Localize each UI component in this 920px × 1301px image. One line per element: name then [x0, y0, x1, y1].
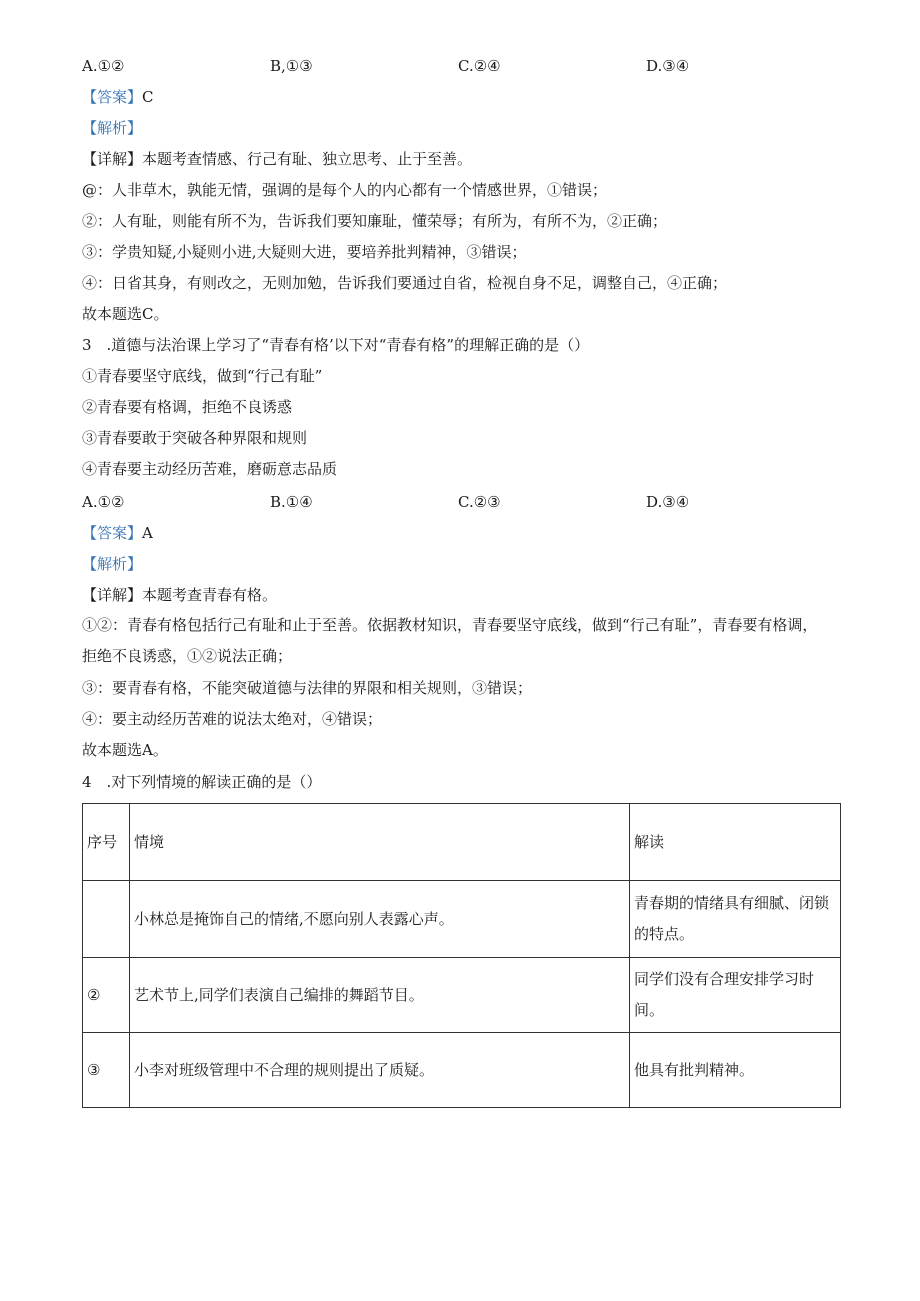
q3-item-2: ②青春要有格调，拒绝不良诱惑 [82, 398, 293, 416]
q2-line-1: @：人非草木，孰能无情，强调的是每个人的内心都有一个情感世界，①错误； [82, 181, 608, 199]
q2-conclusion: 故本题选C。 [82, 305, 169, 323]
header-scenario: 情境 [130, 804, 630, 881]
q4-stem: 4 .对下列情境的解读正确的是（） [82, 773, 322, 791]
row-scenario: 小林总是掩饰自己的情绪,不愿向别人表露心声。 [130, 881, 630, 958]
detail-tag: 【详解】 [82, 586, 143, 604]
q3-option-d: D.③④ [646, 493, 690, 511]
row-interpretation: 同学们没有合理安排学习时间。 [630, 958, 841, 1033]
q2-detail [82, 149, 472, 169]
q2-option-b: B,①③ [270, 57, 313, 75]
q2-analysis-tag: 【解析】 [82, 119, 143, 137]
q3-item-1: ①青春要坚守底线，做到“行己有耻” [82, 367, 323, 385]
row-index: ② [83, 958, 130, 1033]
q3-option-c: C.②③ [458, 493, 501, 511]
table-header-row [83, 804, 841, 881]
row-scenario: 艺术节上,同学们表演自己编排的舞蹈节目。 [130, 958, 630, 1033]
q2-option-a: A.①② [82, 57, 125, 75]
q3-item-4: ④青春要主动经历苦难，磨砺意志品质 [82, 460, 338, 478]
q3-option-a: A.①② [82, 493, 125, 511]
q2-option-c: C.②④ [458, 57, 501, 75]
row-scenario: 小李对班级管理中不合理的规则提出了质疑。 [130, 1033, 630, 1108]
q3-detail [82, 585, 277, 605]
q2-line-3: ③：学贵知疑,小疑则小进,大疑则大进，要培养批判精神，③错误； [82, 243, 527, 261]
q3-option-b: B.①④ [270, 493, 313, 511]
answer-tag: 【答案】 [82, 524, 143, 542]
q2-option-d: D.③④ [646, 57, 690, 75]
q3-paragraph: ①②：青春有格包括行己有耻和止于至善。依据教材知识，青春要坚守底线，做到“行己有耻”，青春要有格调，拒绝不良诱惑，①②说法正确； [82, 616, 818, 665]
q3-conclusion: 故本题选A。 [82, 741, 168, 759]
header-interpretation: 解读 [630, 804, 841, 881]
detail-tag: 【详解】 [82, 150, 143, 168]
q3-answer [82, 523, 153, 543]
answer-tag: 【答案】 [82, 88, 143, 106]
q3-stem: 3 .道德与法治课上学习了“青春有格’以下对“青春有格”的理解正确的是（） [82, 336, 590, 354]
row-interpretation: 青春期的情绪具有细腻、闭锁的特点。 [630, 881, 841, 958]
q3-item-3: ③青春要敢于突破各种界限和规则 [82, 429, 308, 447]
q2-line-4: ④：日省其身，有则改之，无则加勉，告诉我们要通过自省，检视自身不足，调整自己，④正确； [82, 274, 728, 292]
scenario-table [82, 803, 841, 1108]
table-row [83, 1033, 841, 1108]
row-index: ③ [83, 1033, 130, 1108]
detail-text: 本题考查情感、行己有耻、独立思考、止于至善。 [142, 150, 473, 168]
row-index [83, 881, 130, 958]
q2-answer [82, 87, 154, 107]
table-row [83, 958, 841, 1033]
row-interpretation: 他具有批判精神。 [630, 1033, 841, 1108]
q3-analysis-tag: 【解析】 [82, 555, 143, 573]
q3-line-2: ④：要主动经历苦难的说法太绝对，④错误； [82, 710, 383, 728]
table-row [83, 881, 841, 958]
q3-line-1: ③：要青春有格，不能突破道德与法律的界限和相关规则，③错误； [82, 679, 533, 697]
answer-value: A [142, 524, 153, 542]
q2-line-2: ②：人有耻，则能有所不为，告诉我们要知廉耻，懂荣辱；有所为，有所不为，②正确； [82, 212, 668, 230]
header-index: 序号 [83, 804, 130, 881]
answer-value: C [142, 88, 154, 106]
detail-text: 本题考查青春有格。 [142, 586, 278, 604]
